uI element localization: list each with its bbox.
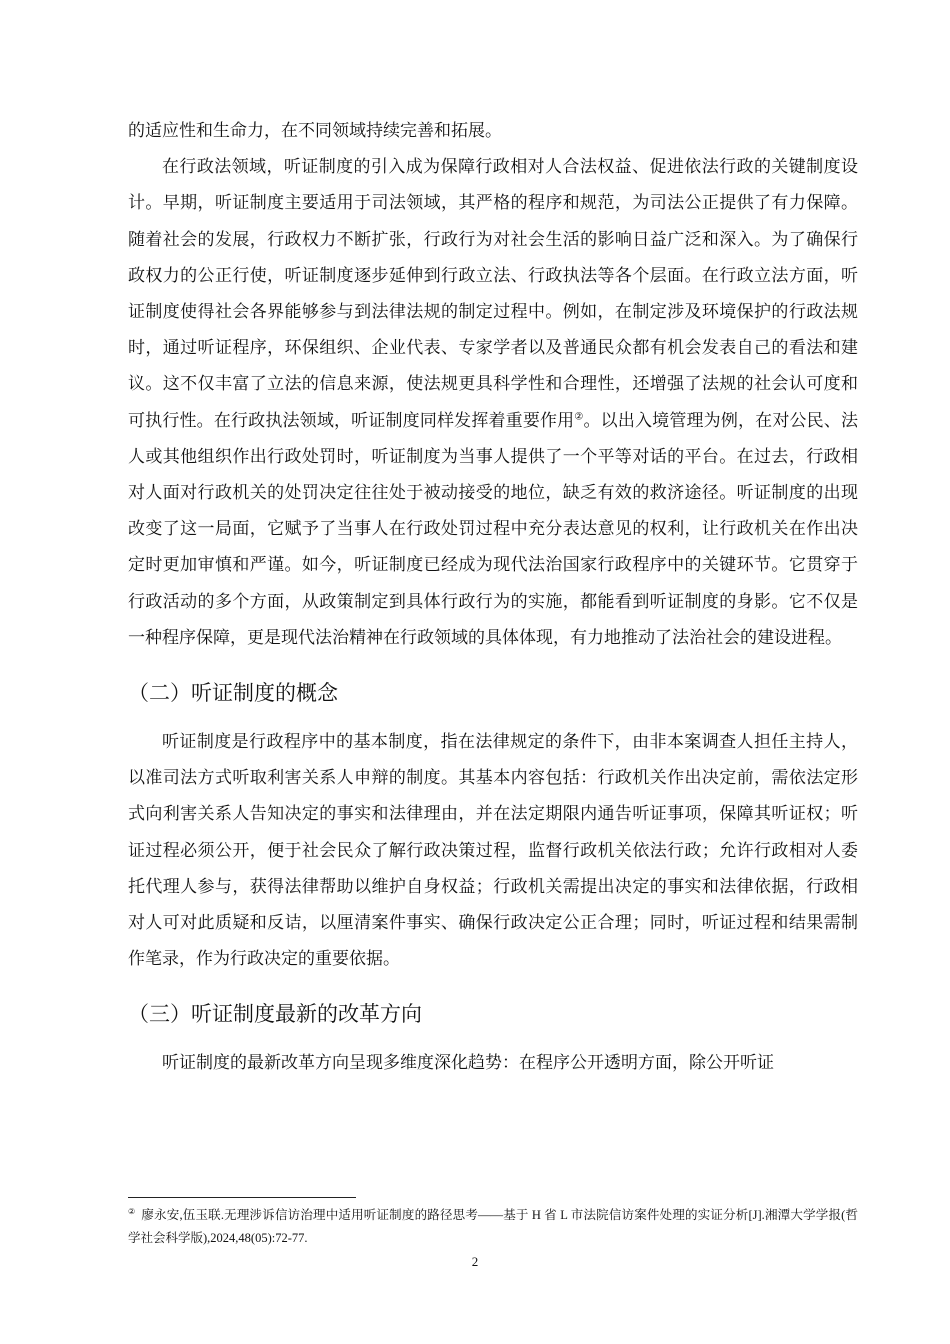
section-heading-reform: （三）听证制度最新的改革方向 <box>128 1002 422 1027</box>
footnote <box>128 1204 858 1250</box>
paragraph-text-part-2: 。以出入境管理为例，在对公民、法人或其他组织作出行政处罚时，听证制度为当事人提供了一个平等对话的平台。在过去，行政相对人面对行政机关的处罚决定往往处于被动接受的地位，缺乏有效的救济途径。听证制度的出现改变了这一局面，它赋予了当事人在行政处罚过程中充分表达意见的权利，让行政机关在作出决定时更加审慎和严谨。如今，听证制度已经成为现代法治国家行政程序中的关键环节。它贯穿于行政活动的多个方面，从政策制定到具体行政行为的实施，都能看到听证制度的身影。它不仅是一种程序保障，更是现代法治精神在行政领域的具体体现，有力地推动了法治社会的建设进程。 <box>128 410 859 648</box>
section-heading-concept: （二）听证制度的概念 <box>128 681 338 706</box>
footnote-text: 廖永安,伍玉联.无理涉诉信访治理中适用听证制度的路径思考——基于 H 省 L 市法院信访案件处理的实证分析[J].湘潭大学学报(哲学社会科学版),2024,48(05):72-77. <box>128 1208 859 1245</box>
paragraph-administrative-law <box>128 149 858 656</box>
footnote-mark: ② <box>128 1206 136 1216</box>
footnote-divider <box>128 1197 356 1198</box>
paragraph-reform: 听证制度的最新改革方向呈现多维度深化趋势：在程序公开透明方面，除公开听证 <box>162 1053 774 1074</box>
page-body <box>128 113 858 1082</box>
footnote-reference[interactable]: ② <box>574 410 584 422</box>
paragraph-continuation: 的适应性和生命力，在不同领域持续完善和拓展。 <box>128 121 502 141</box>
paragraph-concept: 听证制度是行政程序中的基本制度，指在法律规定的条件下，由非本案调查人担任主持人，以准司法方式听取利害关系人申辩的制度。其基本内容包括：行政机关作出决定前，需依法定形式向利害关系人告知决定的事实和法律理由，并在法定期限内通告听证事项，保障其听证权；听证过程必须公开，便于社会民众了解行政决策过程，监督行政机关依法行政；允许行政相对人委托代理人参与，获得法律帮助以维护自身权益；行政机关需提出决定的事实和法律依据，行政相对人可对此质疑和反诘，以厘清案件事实、确保行政决定公正合理；同时，听证过程和结果需制作笔录，作为行政决定的重要依据。 <box>128 732 858 970</box>
paragraph-text-part-1: 在行政法领域，听证制度的引入成为保障行政相对人合法权益、促进依法行政的关键制度设计。早期，听证制度主要适用于司法领域，其严格的程序和规范，为司法公正提供了有力保障。随着社会的发展，行政权力不断扩张，行政行为对社会生活的影响日益广泛和深入。为了确保行政权力的公正行使，听证制度逐步延伸到行政立法、行政执法等各个层面。在行政立法方面，听证制度使得社会各界能够参与到法律法规的制定过程中。例如，在制定涉及环境保护的行政法规时，通过听证程序，环保组织、企业代表、专家学者以及普通民众都有机会发表自己的看法和建议。这不仅丰富了立法的信息来源，使法规更具科学性和合理性，还增强了法规的社会认可度和可执行性。在行政执法领域，听证制度同样发挥着重要作用 <box>128 157 858 431</box>
page-number: 2 <box>471 1254 479 1269</box>
